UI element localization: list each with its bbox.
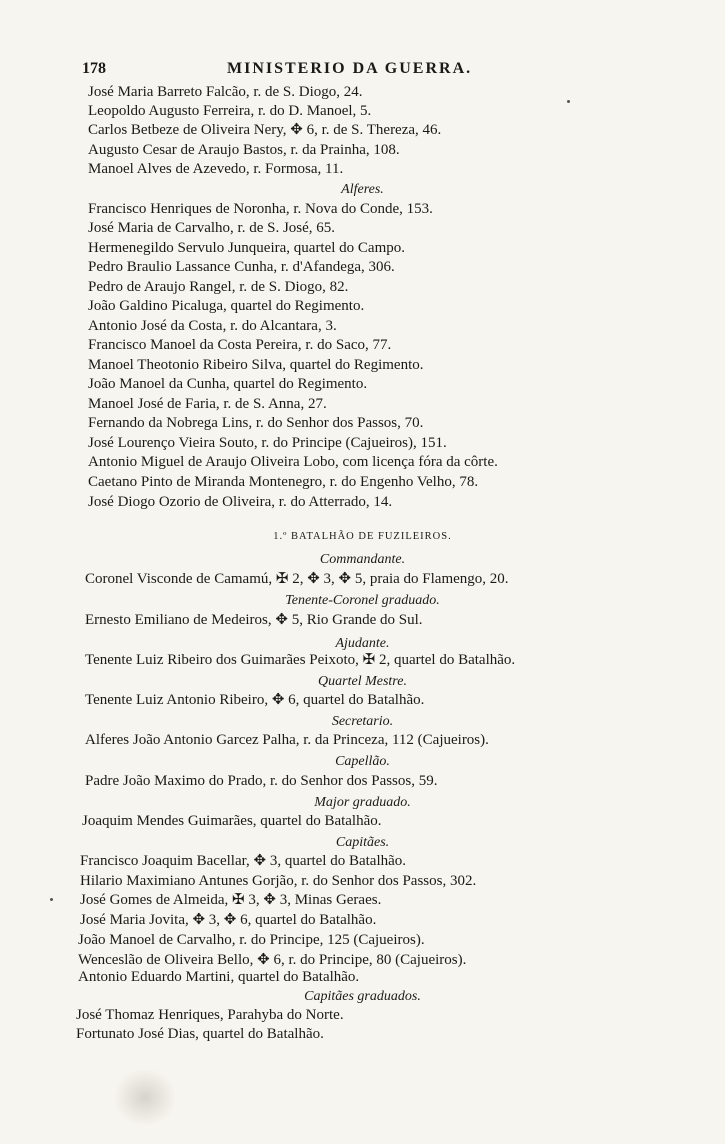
roster-entry: Coronel Visconde de Camamú, ✠ 2, ✥ 3, ✥ 5, praia do Flamengo, 20. <box>85 571 509 587</box>
rank-heading: Commandante. <box>319 552 406 567</box>
roster-entry: José Maria Barreto Falcão, r. de S. Diogo, 24. <box>88 84 363 100</box>
rank-heading: Tenente-Coronel graduado. <box>285 593 440 608</box>
roster-entry: Fortunato José Dias, quartel do Batalhão. <box>76 1026 324 1042</box>
roster-entry: Manoel José de Faria, r. de S. Anna, 27. <box>88 396 327 412</box>
rank-heading: Major graduado. <box>314 795 411 810</box>
roster-entry: Wenceslão de Oliveira Bello, ✥ 6, r. do Principe, 80 (Cajueiros). <box>78 952 467 968</box>
roster-entry: Hilario Maximiano Antunes Gorjão, r. do Senhor dos Passos, 302. <box>80 873 477 889</box>
roster-entry: Francisco Joaquim Bacellar, ✥ 3, quartel do Batalhão. <box>80 853 407 869</box>
roster-entry: João Manoel de Carvalho, r. do Principe, 125 (Cajueiros). <box>78 932 425 948</box>
roster-entry: Francisco Manoel da Costa Pereira, r. do Saco, 77. <box>88 337 392 353</box>
rank-heading: Quartel Mestre. <box>318 674 407 689</box>
roster-entry: Antonio José da Costa, r. do Alcantara, 3. <box>88 318 337 334</box>
roster-entry: João Galdino Picaluga, quartel do Regimento. <box>88 298 365 314</box>
roster-entry: José Thomaz Henriques, Parahyba do Norte. <box>76 1007 344 1023</box>
roster-entry: Pedro de Araujo Rangel, r. de S. Diogo, 82. <box>88 279 349 295</box>
roster-entry: Carlos Betbeze de Oliveira Nery, ✥ 6, r. de S. Thereza, 46. <box>88 122 442 138</box>
running-title: MINISTERIO DA GUERRA. <box>227 60 473 77</box>
ink-speck <box>50 898 53 901</box>
roster-entry: Manoel Alves de Azevedo, r. Formosa, 11. <box>88 161 344 177</box>
roster-entry: Pedro Braulio Lassance Cunha, r. d'Afandega, 306. <box>88 259 395 275</box>
rank-heading: Capitães. <box>335 835 390 850</box>
rank-heading: Ajudante. <box>335 636 390 651</box>
roster-entry: Alferes João Antonio Garcez Palha, r. da Princeza, 112 (Cajueiros). <box>85 732 489 748</box>
roster-entry: José Maria Jovita, ✥ 3, ✥ 6, quartel do Batalhão. <box>80 912 377 928</box>
roster-entry: Tenente Luiz Ribeiro dos Guimarães Peixoto, ✠ 2, quartel do Batalhão. <box>85 652 516 668</box>
roster-entry: Augusto Cesar de Araujo Bastos, r. da Prainha, 108. <box>88 142 400 158</box>
roster-entry: Joaquim Mendes Guimarães, quartel do Batalhão. <box>82 813 382 829</box>
roster-entry: Caetano Pinto de Miranda Montenegro, r. do Engenho Velho, 78. <box>88 474 479 490</box>
roster-entry: Padre João Maximo do Prado, r. do Senhor dos Passos, 59. <box>85 773 438 789</box>
section-title: 1.º BATALHÃO DE FUZILEIROS. <box>273 531 452 542</box>
roster-entry: Tenente Luiz Antonio Ribeiro, ✥ 6, quartel do Batalhão. <box>85 692 425 708</box>
roster-entry: Leopoldo Augusto Ferreira, r. do D. Manoel, 5. <box>88 103 372 119</box>
roster-entry: Hermenegildo Servulo Junqueira, quartel do Campo. <box>88 240 406 256</box>
roster-entry: João Manoel da Cunha, quartel do Regimento. <box>88 376 368 392</box>
roster-entry: Francisco Henriques de Noronha, r. Nova do Conde, 153. <box>88 201 433 217</box>
paper-smudge <box>115 1070 175 1125</box>
rank-heading: Alferes. <box>341 182 384 197</box>
rank-heading: Secretario. <box>331 714 394 729</box>
rank-heading: Capitães graduados. <box>304 989 421 1004</box>
roster-entry: Manoel Theotonio Ribeiro Silva, quartel do Regimento. <box>88 357 424 373</box>
roster-entry: Antonio Miguel de Araujo Oliveira Lobo, com licença fóra da côrte. <box>88 454 498 470</box>
roster-entry: José Diogo Ozorio de Oliveira, r. do Atterrado, 14. <box>88 494 393 510</box>
roster-entry: José Gomes de Almeida, ✠ 3, ✥ 3, Minas Geraes. <box>80 892 382 908</box>
roster-entry: Antonio Eduardo Martini, quartel do Batalhão. <box>78 969 360 985</box>
roster-entry: Ernesto Emiliano de Medeiros, ✥ 5, Rio Grande do Sul. <box>85 612 423 628</box>
rank-heading: Capellão. <box>335 754 390 769</box>
roster-entry: José Lourenço Vieira Souto, r. do Principe (Cajueiros), 151. <box>88 435 447 451</box>
roster-entry: Fernando da Nobrega Lins, r. do Senhor dos Passos, 70. <box>88 415 424 431</box>
roster-entry: José Maria de Carvalho, r. de S. José, 65. <box>88 220 336 236</box>
page-number: 178 <box>82 60 106 77</box>
ink-speck <box>567 100 570 103</box>
